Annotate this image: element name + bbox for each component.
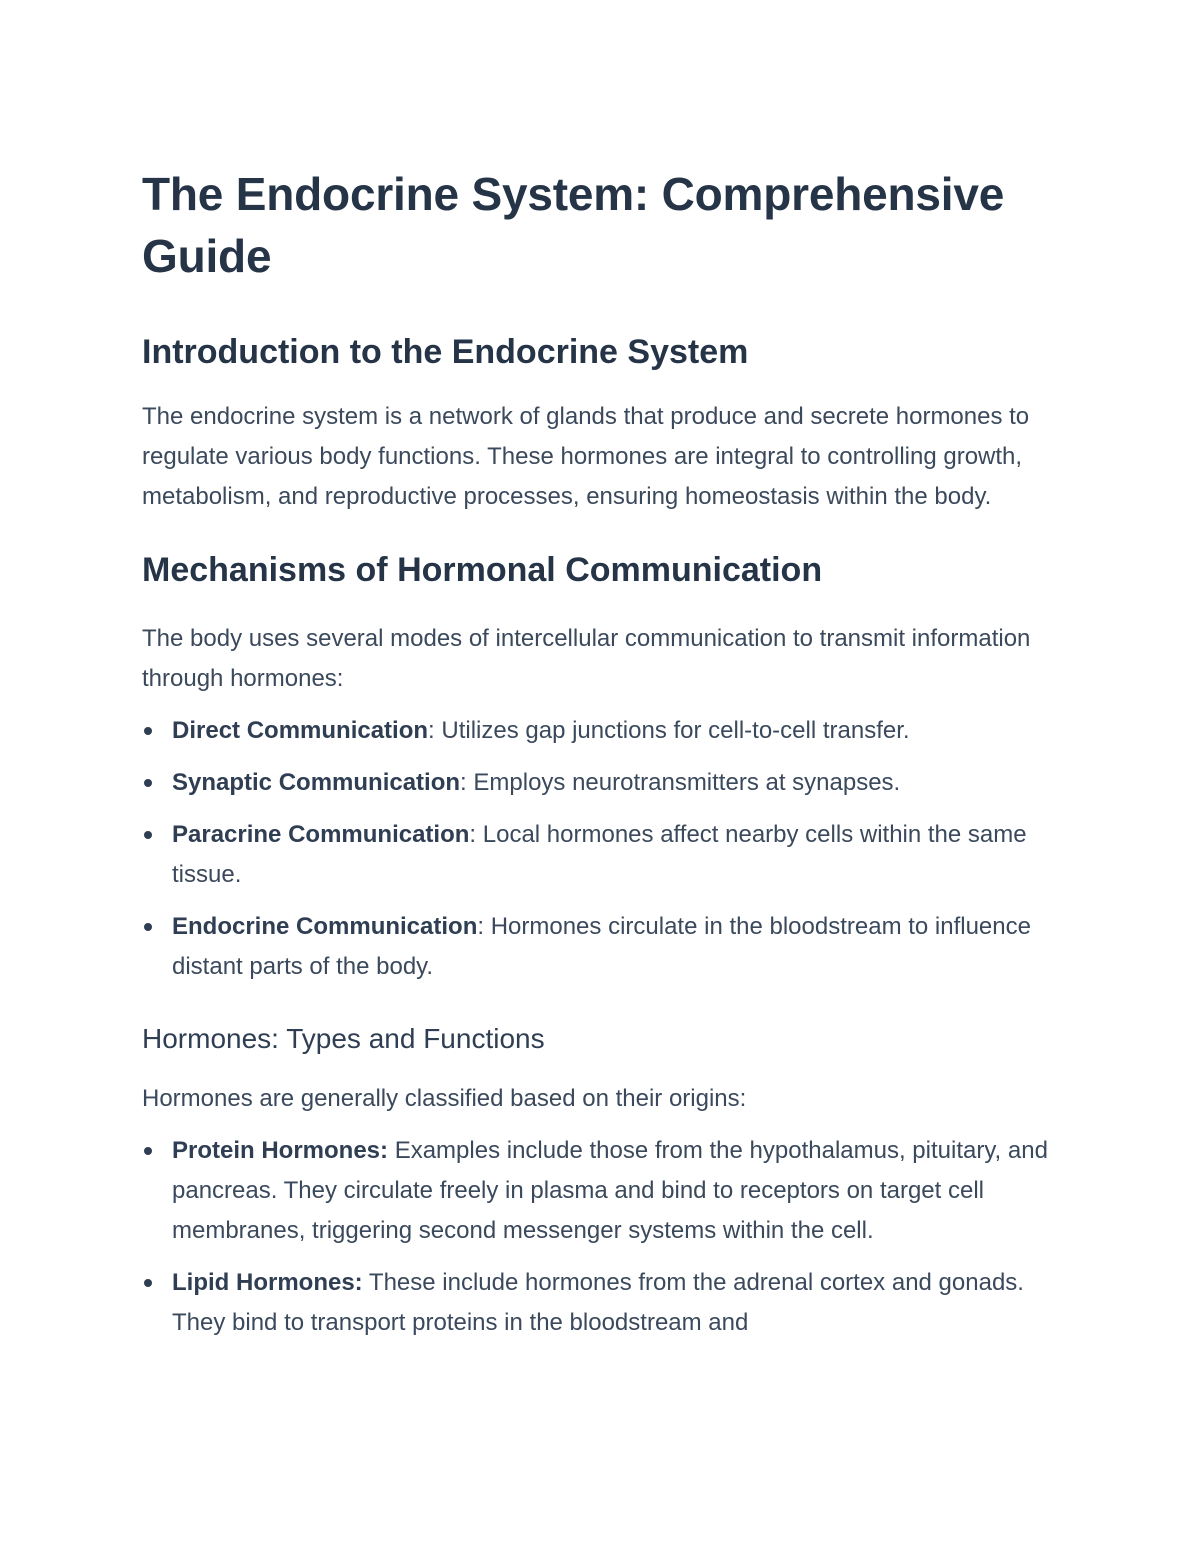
list-item (142, 763, 1062, 803)
mechanisms-paragraph: The body uses several modes of intercellular communication to transmit information through hormones: (142, 625, 1031, 692)
communication-modes-list (142, 711, 1062, 987)
list-item-text: Examples include those from the hypothalamus, pituitary, and pancreas. They circulate freely in plasma and bind to receptors on target cell membranes, triggering second messenger systems within the cell. (172, 1137, 1048, 1244)
list-item-text: : Hormones circulate in the bloodstream to influence distant parts of the body. (172, 913, 1031, 980)
list-item-term: Synaptic Communication (172, 769, 461, 796)
hormone-types-list (142, 1131, 1062, 1343)
bullet-icon (144, 923, 152, 931)
list-item-text: : Utilizes gap junctions for cell-to-cell transfer. (428, 717, 910, 744)
list-item-term: Lipid Hormones: (172, 1269, 363, 1296)
list-item-term: Direct Communication (172, 717, 429, 744)
list-item (142, 815, 1062, 895)
hormones-paragraph: Hormones are generally classified based on their origins: (142, 1085, 747, 1112)
list-item-term: Paracrine Communication (172, 821, 470, 848)
list-item (142, 1131, 1062, 1251)
bullet-icon (144, 779, 152, 787)
introduction-paragraph: The endocrine system is a network of glands that produce and secrete hormones to regulate various body functions. These hormones are integral to controlling growth, metabolism, and reproductive processes, ensuring homeostasis within the body. (142, 403, 1030, 510)
list-item (142, 1263, 1062, 1343)
bullet-icon (144, 1279, 152, 1287)
section-heading-mechanisms: Mechanisms of Hormonal Communication (142, 551, 823, 589)
document-title: The Endocrine System: Comprehensive Guide (142, 168, 1005, 282)
list-item (142, 907, 1062, 987)
list-item-text: These include hormones from the adrenal cortex and gonads. They bind to transport proteins in the bloodstream and (172, 1269, 1024, 1336)
list-item-text: : Employs neurotransmitters at synapses. (460, 769, 901, 796)
section-heading-hormones: Hormones: Types and Functions (142, 1023, 545, 1054)
document-page (142, 163, 1062, 1355)
bullet-icon (144, 1147, 152, 1155)
section-heading-introduction: Introduction to the Endocrine System (142, 333, 749, 371)
bullet-icon (144, 727, 152, 735)
list-item-text: : Local hormones affect nearby cells within the same tissue. (172, 821, 1027, 888)
list-item-term: Endocrine Communication (172, 913, 478, 940)
list-item-term: Protein Hormones: (172, 1137, 389, 1164)
list-item (142, 711, 1062, 751)
bullet-icon (144, 831, 152, 839)
